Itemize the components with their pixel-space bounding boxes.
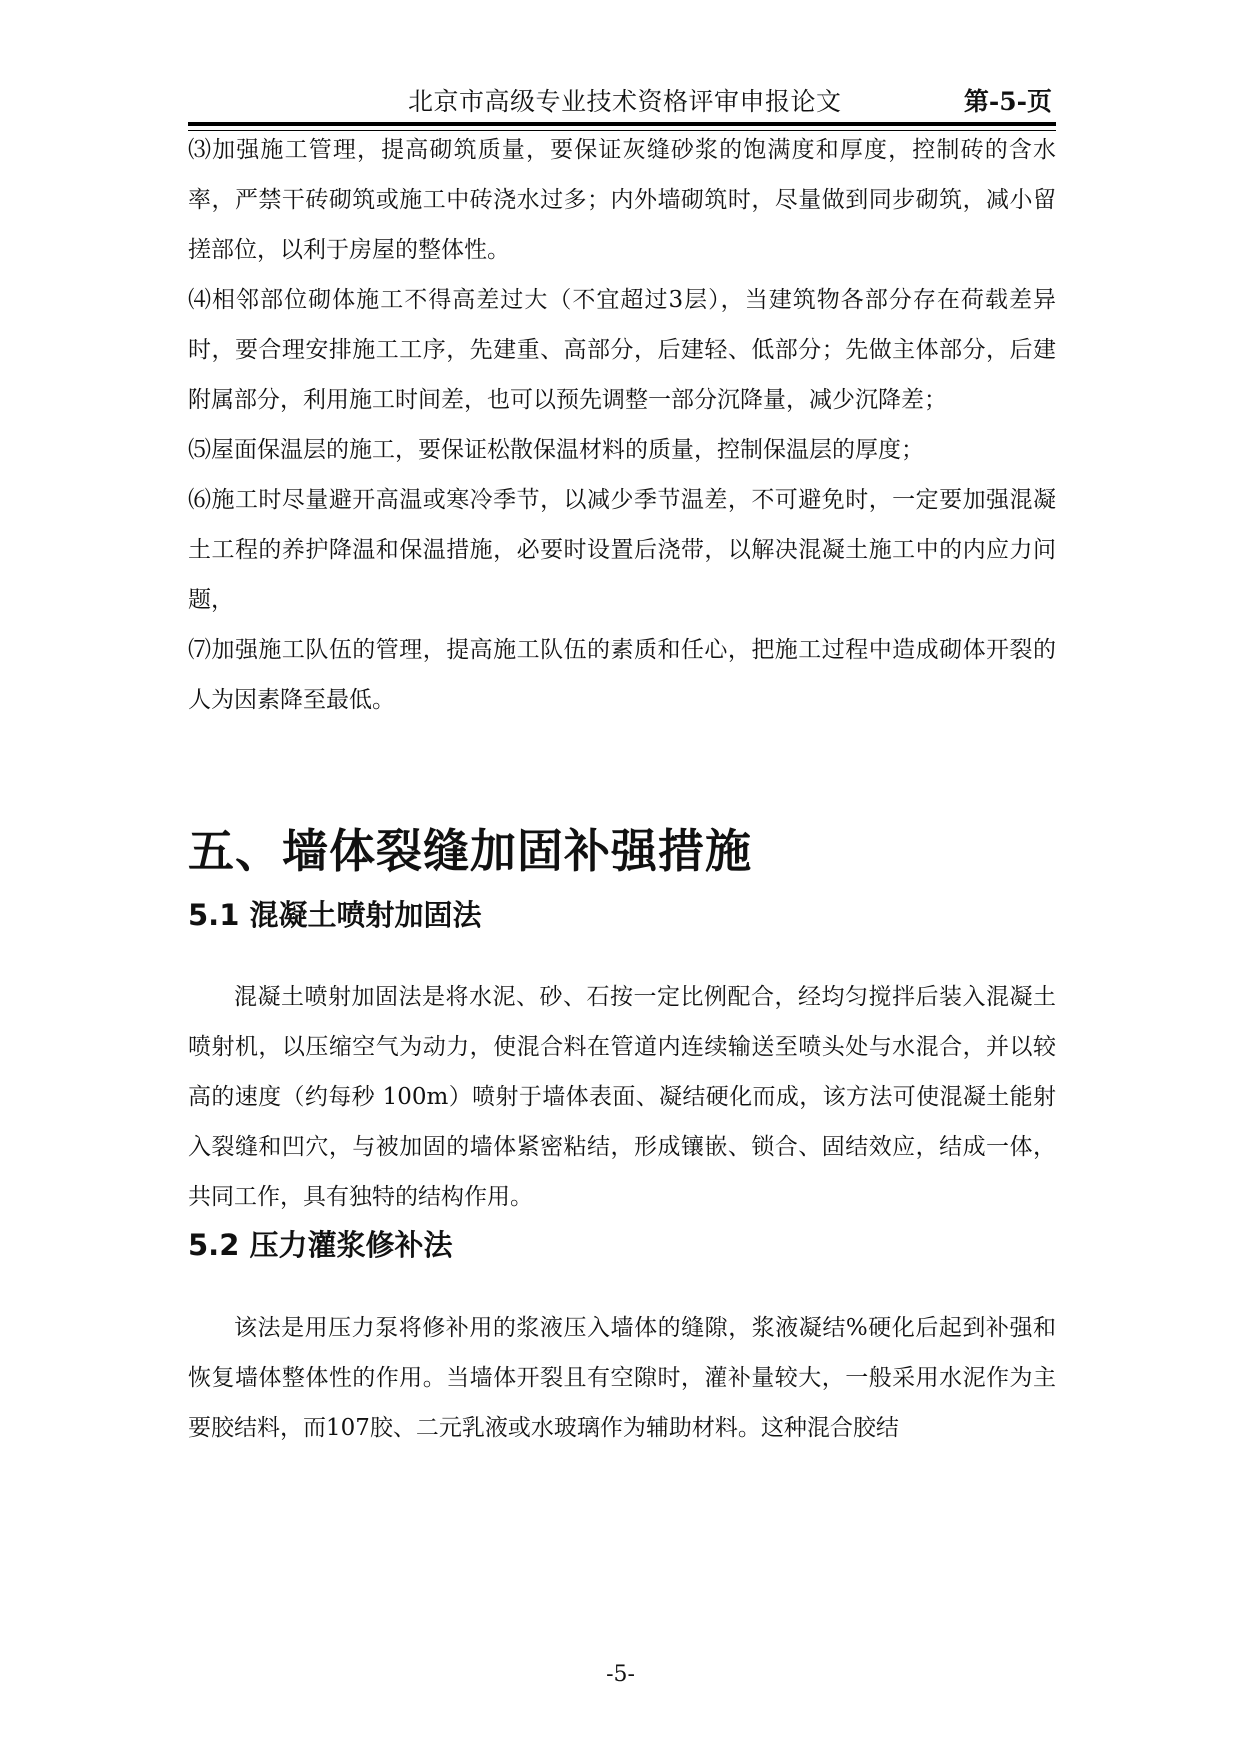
measure-item-4: ⑷相邻部位砌体施工不得高差过大（不宜超过3层），当建筑物各部分存在荷载差异时，要合理安排施工工序，先建重、高部分，后建轻、低部分；先做主体部分，后建附属部分，利用施工时间差，也可以预先调整一部分沉降量，减少沉降差；: [188, 287, 1056, 413]
measure-item-7: ⑺加强施工队伍的管理，提高施工队伍的素质和任心，把施工过程中造成砌体开裂的人为因素降至最低。: [188, 637, 1056, 713]
subsection-5-1-body: [188, 972, 1056, 1222]
measure-item-6: ⑹施工时尽量避开高温或寒冷季节，以减少季节温差，不可避免时，一定要加强混凝土工程的养护降温和保温措施，必要时设置后浇带，以解决混凝土施工中的内应力问题，: [188, 487, 1056, 613]
subsection-heading-5-1: 5.1 混凝土喷射加固法: [188, 898, 482, 932]
page-header: [188, 74, 1056, 130]
subsection-5-2-body: [188, 1303, 1056, 1453]
header-page-label: 第-5-页: [963, 87, 1052, 116]
paragraph-5-2: 该法是用压力泵将修补用的浆液压入墙体的缝隙，浆液凝结%硬化后起到补强和恢复墙体整体性的作用。当墙体开裂且有空隙时，灌补量较大，一般采用水泥作为主要胶结料，而107胶、二元乳液或水玻璃作为辅助材料。这种混合胶结: [188, 1315, 1056, 1441]
measure-item-3: ⑶加强施工管理，提高砌筑质量，要保证灰缝砂浆的饱满度和厚度，控制砖的含水率，严禁干砖砌筑或施工中砖浇水过多；内外墙砌筑时，尽量做到同步砌筑，减小留搓部位，以利于房屋的整体性。: [188, 137, 1056, 263]
section-heading: 五、墙体裂缝加固补强措施: [188, 824, 752, 878]
paragraph-5-1: 混凝土喷射加固法是将水泥、砂、石按一定比例配合，经均匀搅拌后装入混凝土喷射机，以压缩空气为动力，使混合料在管道内连续输送至喷头处与水混合，并以较高的速度（约每秒 100m）喷射于墙体表面、凝结硬化而成，该方法可使混凝土能射入裂缝和凹穴，与被加固的墙体紧密粘结，形成镶嵌、锁合、固结效应，结成一体，共同工作，具有独特的结构作用。: [188, 984, 1056, 1210]
header-title: 北京市高级专业技术资格评审申报论文: [408, 87, 842, 116]
subsection-heading-5-2: 5.2 压力灌浆修补法: [188, 1228, 453, 1262]
page-footer-number: -5-: [606, 1662, 635, 1687]
measure-item-5: ⑸屋面保温层的施工，要保证松散保温材料的质量，控制保温层的厚度；: [188, 437, 924, 463]
measures-list: [188, 125, 1056, 725]
